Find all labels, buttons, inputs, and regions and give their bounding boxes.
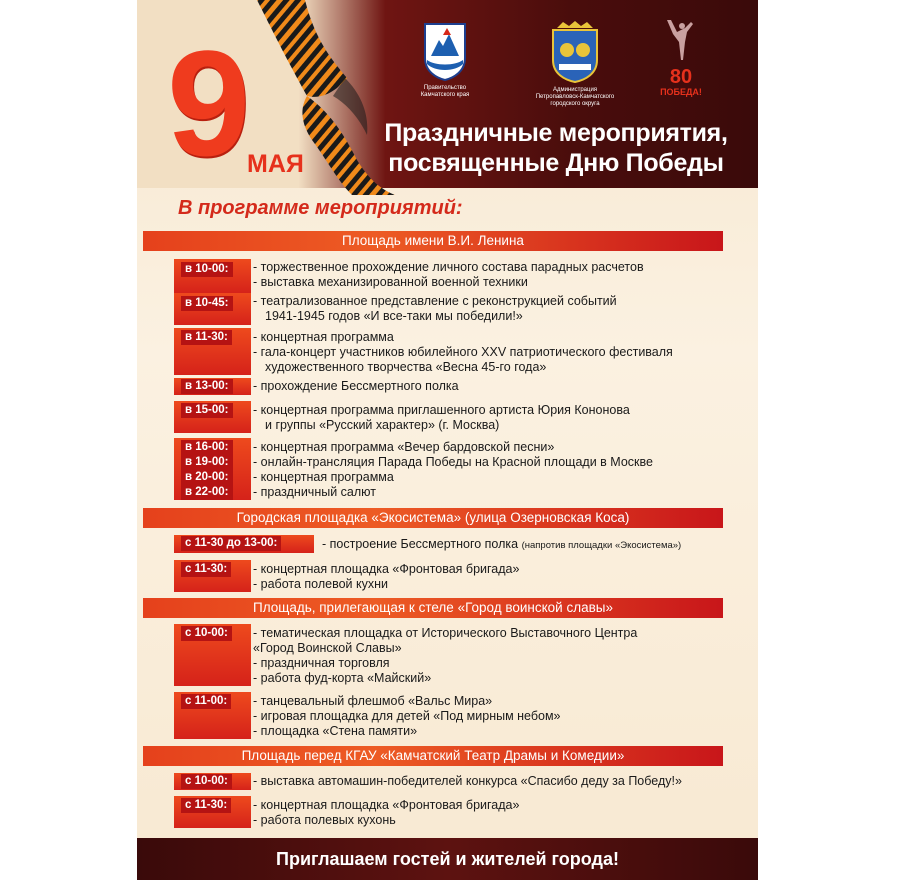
kamchatka-government-logo xyxy=(415,22,475,99)
time-chip: с 11-30: xyxy=(181,562,231,577)
event-line: - прохождение Бессмертного полка xyxy=(253,379,459,393)
event-line: - концертная площадка «Фронтовая бригада» xyxy=(253,798,520,812)
time-chip: в 13-00: xyxy=(181,379,233,394)
event-line: - концертная программа «Вечер бардовской песни» xyxy=(253,440,555,454)
event-line: - работа полевых кухонь xyxy=(253,813,396,827)
city-crest-icon xyxy=(547,20,603,84)
time-chip: в 19-00: xyxy=(181,455,233,470)
month-label: МАЯ xyxy=(247,150,304,178)
logo1-line1: Правительство xyxy=(423,84,467,91)
victory-80-logo xyxy=(658,16,704,97)
time-chip: в 20-00: xyxy=(181,470,233,485)
event-line: - торжественное прохождение личного состава парадных расчетов xyxy=(253,260,644,274)
event-line: - онлайн-трансляция Парада Победы на Красной площади в Москве xyxy=(253,455,653,469)
event-line: «Город Воинской Славы» xyxy=(253,641,402,655)
logo1-line2: Камчатского края xyxy=(420,91,470,98)
headline-line1: Праздничные мероприятия, xyxy=(384,119,728,147)
event-line: - работа фуд-корта «Майский» xyxy=(253,671,432,685)
logo2-line1: Администрация xyxy=(552,86,598,93)
city-administration-logo xyxy=(530,20,620,108)
kamchatka-crest-icon xyxy=(421,22,469,82)
motherland-statue-icon xyxy=(661,16,701,64)
event-line: - концертная программа xyxy=(253,470,394,484)
event-line: - концертная площадка «Фронтовая бригада» xyxy=(253,562,520,576)
event-text: - построение Бессмертного полка xyxy=(322,537,519,551)
event-line: - работа полевой кухни xyxy=(253,577,388,591)
time-chip: в 16-00: xyxy=(181,440,233,455)
event-line: 1941-1945 годов «И все-таки мы победили!» xyxy=(265,309,523,323)
event-note: (напротив площадки «Экосистема») xyxy=(521,540,682,551)
event-line: - концертная программа приглашенного артиста Юрия Кононова xyxy=(253,403,630,417)
section-title-lenin-square: Площадь имени В.И. Ленина xyxy=(143,231,723,251)
time-chip: с 10-00: xyxy=(181,626,232,641)
event-line: художественного творчества «Весна 45-го года» xyxy=(265,360,547,374)
section-title-ecosystem: Городская площадка «Экосистема» (улица Озерновская Коса) xyxy=(143,508,723,528)
event-line: - гала-концерт участников юбилейного XXV патриотического фестиваля xyxy=(253,345,673,359)
day-number: 9 xyxy=(167,19,247,187)
victory-number: 80 xyxy=(669,65,693,88)
time-chip: с 11-30 до 13-00: xyxy=(181,536,281,551)
logo2-line3: городского округа xyxy=(550,100,600,107)
event-line: - игровая площадка для детей «Под мирным небом» xyxy=(253,709,561,723)
event-line: - выставка механизированной военной техники xyxy=(253,275,528,289)
event-line: - театрализованное представление с реконструкцией событий xyxy=(253,294,617,308)
victory-label: ПОБЕДА! xyxy=(660,86,702,97)
time-chip: в 22-00: xyxy=(181,485,233,500)
event-line: - площадка «Стена памяти» xyxy=(253,724,418,738)
headline-line2: посвященные Дню Победы xyxy=(388,149,724,177)
time-chip: с 11-00: xyxy=(181,694,231,709)
event-line: - танцевальный флешмоб «Вальс Мира» xyxy=(253,694,493,708)
time-chip: в 10-45: xyxy=(181,296,233,311)
event-line: - выставка автомашин-победителей конкурса «Спасибо деду за Победу!» xyxy=(253,774,682,788)
footer-invitation: Приглашаем гостей и жителей города! xyxy=(137,838,758,880)
headline xyxy=(371,118,741,178)
event-line: - праздничная торговля xyxy=(253,656,390,670)
event-line xyxy=(322,537,681,553)
logo2-line2: Петропавловск-Камчатского xyxy=(535,93,615,100)
section-title-military-glory-stele: Площадь, прилегающая к стеле «Город воинской славы» xyxy=(143,598,723,618)
event-line: - тематическая площадка от Исторического Выставочного Центра xyxy=(253,626,638,640)
section-title-drama-theatre: Площадь перед КГАУ «Камчатский Театр Драмы и Комедии» xyxy=(143,746,723,766)
time-chip: в 10-00: xyxy=(181,262,233,277)
program-title: В программе мероприятий: xyxy=(178,197,463,219)
event-line: - праздничный салют xyxy=(253,485,376,499)
time-chip: в 11-30: xyxy=(181,330,232,345)
time-chip: с 11-30: xyxy=(181,798,231,813)
poster xyxy=(137,0,758,880)
event-line: - концертная программа xyxy=(253,330,394,344)
time-chip: с 10-00: xyxy=(181,774,232,789)
time-chip: в 15-00: xyxy=(181,403,233,418)
event-line: и группы «Русский характер» (г. Москва) xyxy=(265,418,500,432)
